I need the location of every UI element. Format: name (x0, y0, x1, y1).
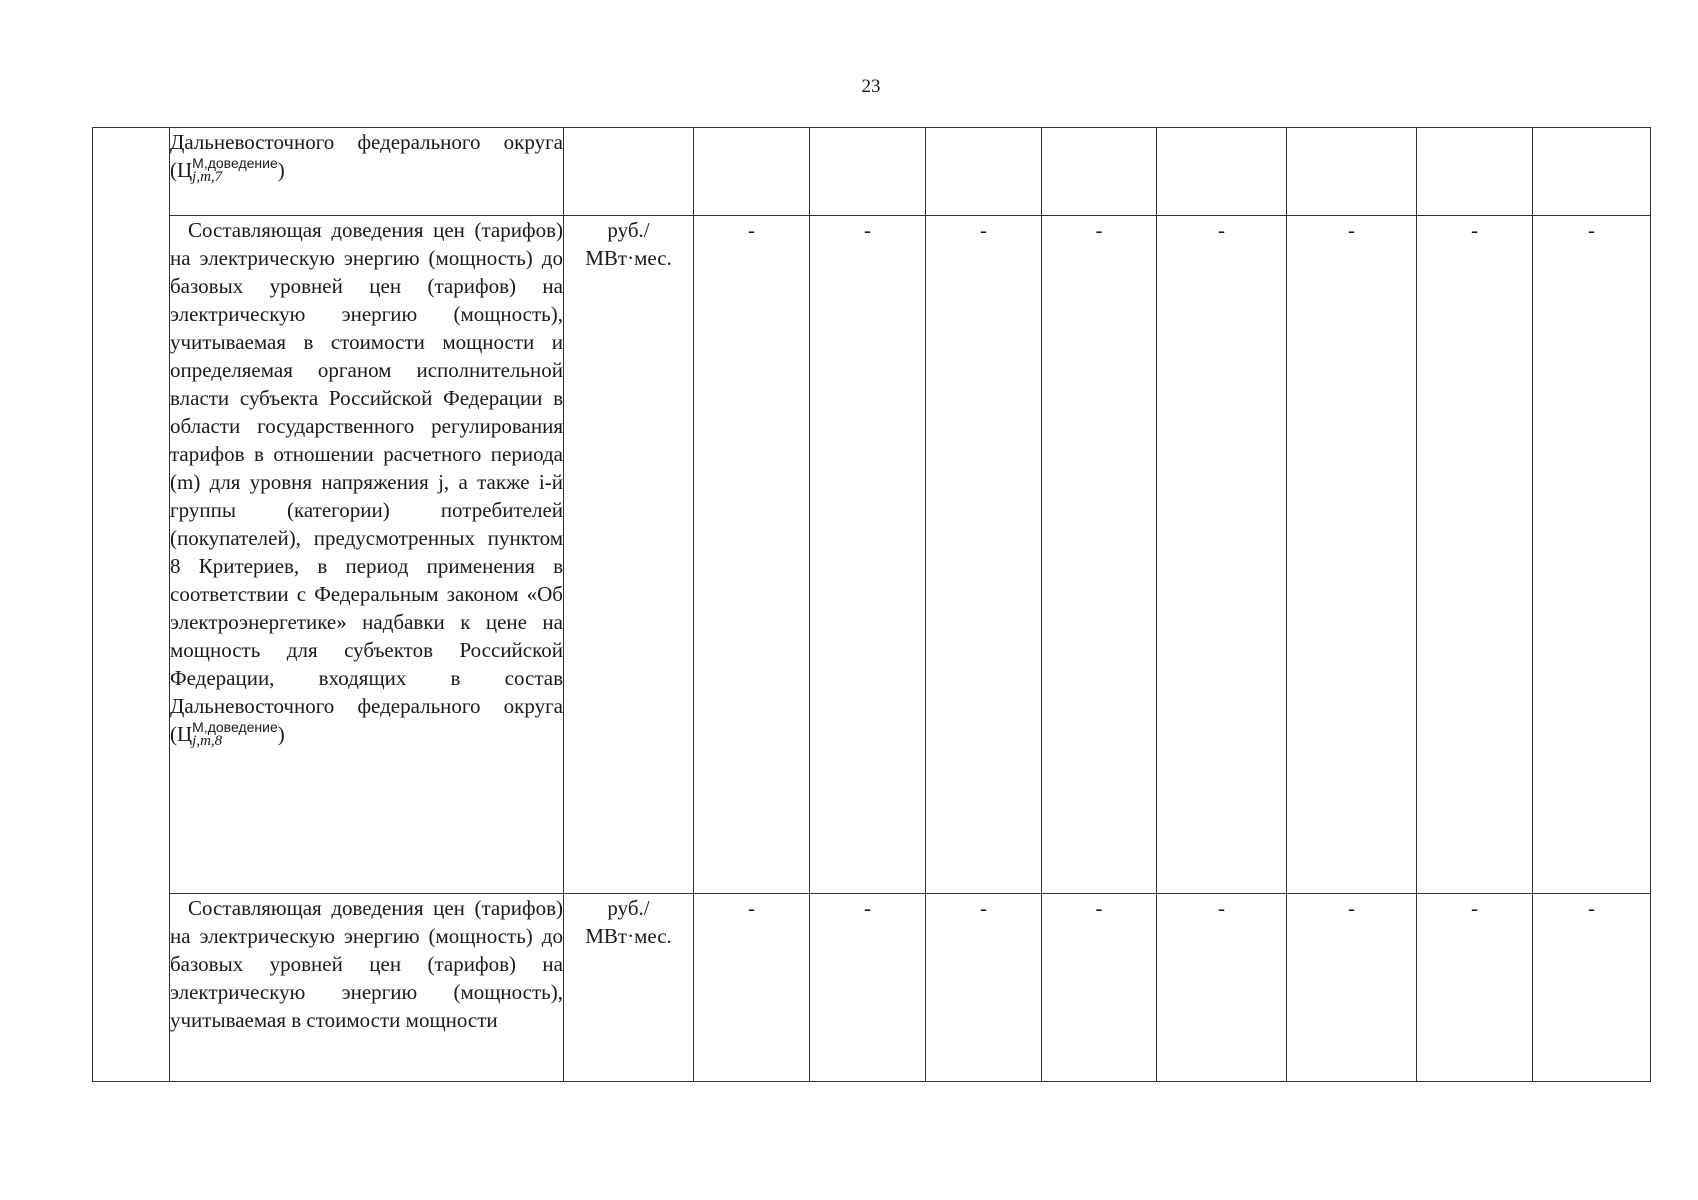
formula-superscript: М,доведение (192, 719, 278, 735)
description-text: Составляющая доведения цен (тарифов) на электрическую энергию (мощность) до базовых уровней цен (тарифов) на электрическую энергию (мощность), учитываемая в стоимости мощности и определяемая органом исполнительной власти субъекта Российской Федерации в области государственного регулирования тарифов в отношении расчетного периода (m) для уровня напряжения j, а также i-й группы (категории) потребителей (покупателей), предусмотренных пунктом 8 Критериев, в период применения в соответствии с Федеральным законом «Об электроэнергетике» надбавки к цене на мощность для субъектов Российской Федерации, входящих в состав Дальневосточного федерального округа ( (170, 218, 563, 746)
value-cell: - (694, 216, 810, 894)
formula-symbol: Ц М,доведение j,m,7 (177, 155, 278, 185)
formula-subscript: j,m,8 (192, 733, 223, 749)
value-cell: - (1533, 216, 1651, 894)
description-text: Составляющая доведения цен (тарифов) на электрическую энергию (мощность) до базовых уровней цен (тарифов) на электрическую энергию (мощность), учитываемая в стоимости мощности (170, 896, 563, 1032)
value-cell: - (1417, 216, 1533, 894)
value-cell: - (810, 216, 926, 894)
value-cell (1417, 128, 1533, 216)
table-row (93, 894, 1651, 1082)
value-cell: - (1042, 216, 1157, 894)
value-cell (810, 128, 926, 216)
value-cell: - (926, 216, 1042, 894)
value-cell (1157, 128, 1287, 216)
formula-symbol: Ц М,доведение j,m,8 (177, 719, 278, 749)
table-row (93, 128, 1651, 216)
unit-cell (564, 128, 694, 216)
value-cell: - (1287, 894, 1417, 1082)
value-cell (1042, 128, 1157, 216)
value-cell: - (1287, 216, 1417, 894)
value-cell: - (810, 894, 926, 1082)
description-cell: Дальневосточного федерального округа (Ц М,доведение j,m,7 ) (170, 128, 564, 216)
value-cell: - (1157, 894, 1287, 1082)
formula-subscript: j,m,7 (192, 169, 223, 185)
value-cell: - (1533, 894, 1651, 1082)
page-number: 23 (861, 76, 881, 97)
formula-superscript: М,доведение (192, 155, 278, 171)
value-cell: - (694, 894, 810, 1082)
description-cell: Составляющая доведения цен (тарифов) на электрическую энергию (мощность) до базовых уровней цен (тарифов) на электрическую энергию (мощность), учитываемая в стоимости мощности и определяемая органом исполнительной власти субъекта Российской Федерации в области государственного регулирования тарифов в отношении расчетного периода (m) для уровня напряжения j, а также i-й группы (категории) потребителей (покупателей), предусмотренных пунктом 8 Критериев, в период применения в соответствии с Федеральным законом «Об электроэнергетике» надбавки к цене на мощность для субъектов Российской Федерации, входящих в состав Дальневосточного федерального округа (Ц М,доведение j,m,8 ) (170, 216, 564, 894)
value-cell: - (1157, 216, 1287, 894)
row-number-cell (93, 128, 170, 1082)
unit-cell: руб./ МВт·мес. (564, 894, 694, 1082)
value-cell (694, 128, 810, 216)
tariff-table (92, 127, 1651, 1082)
unit-cell: руб./ МВт·мес. (564, 216, 694, 894)
value-cell: - (1042, 894, 1157, 1082)
value-cell: - (1417, 894, 1533, 1082)
value-cell: - (926, 894, 1042, 1082)
value-cell (1533, 128, 1651, 216)
table-row (93, 216, 1651, 894)
value-cell (1287, 128, 1417, 216)
description-text: Дальневосточного федерального округа ( (170, 130, 563, 182)
value-cell (926, 128, 1042, 216)
description-cell (170, 894, 564, 1082)
